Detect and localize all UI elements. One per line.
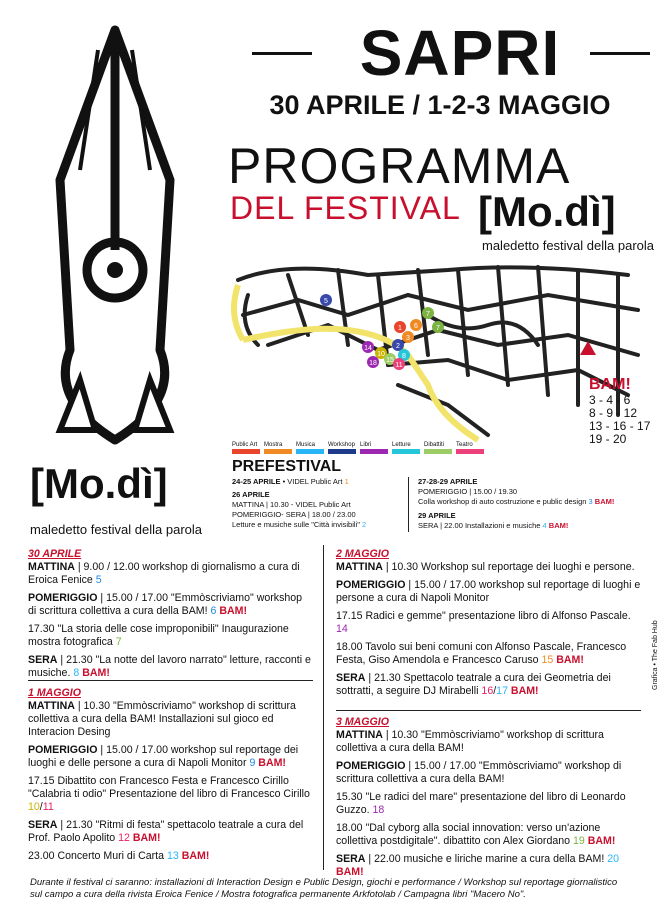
map-marker: 14	[364, 345, 372, 352]
prefestival-heading: PREFESTIVAL	[232, 458, 342, 475]
legend-item: Dibattiti	[424, 442, 452, 454]
day-header: 1 MAGGIO	[28, 687, 81, 699]
map-marker: 2	[396, 343, 400, 350]
header-brand-subtitle: maledetto festival della parola	[482, 238, 654, 253]
day-header: 2 MAGGIO	[336, 548, 389, 560]
prefestival-divider	[408, 477, 409, 532]
legend-item: Letture	[392, 442, 420, 454]
map-marker: 10	[377, 351, 385, 358]
map-marker: 3	[406, 335, 410, 342]
logo-pen-nib	[20, 20, 210, 460]
bam-numbers: 13 - 16 - 17	[589, 419, 651, 433]
programma-heading: PROGRAMMA	[228, 138, 571, 194]
del-festival-heading: DEL FESTIVAL	[230, 190, 461, 226]
bam-numbers: 8 - 9 - 12	[589, 406, 638, 420]
day-header: 3 MAGGIO	[336, 716, 389, 728]
page-title: SAPRI	[359, 17, 561, 89]
map-marker: 1	[398, 325, 402, 332]
bam-location-list	[589, 376, 650, 446]
day-2-maggio: 2 MAGGIO MATTINA | 10.30 Workshop sul reportage dei luoghi e persone. POMERIGGIO | 15.00 / 17.00 workshop sul reportage di luoghi e persone a cura di Napoli Monitor 17.15 Radici e gemme" presentazione libro di Alfonso Pascale. 14 18.00 Tavolo sui beni comuni con Alfonso Pascale, Francesco Festa, Giso Amendola e Francesco Caruso 15 BAM! SERA | 21.30 Spettacolo teatrale a cura dei Geometria dei sottratti, a seguire DJ Mirabelli 16/17 BAM!	[336, 548, 641, 697]
day-1-maggio: 1 MAGGIO MATTINA | 10.30 "Emmòscriviamo" workshop di scrittura collettiva a cura della BAM! Installazioni sul gioco ed Interacion Desing POMERIGGIO | 15.00 / 17.00 workshop sul reportage dei luoghi e delle persone a cura di Napoli Monitor 9 BAM! 17.15 Dibattito con Francesco Festa e Francesco Cirillo "Calabria ti odio" Presentazione del libro di Francesco Cirillo 10/11 SERA | 21.30 "Ritmi di festa" spettacolo teatrale a cura del Prof. Paolo Apolito 12 BAM! 23.00 Concerto Muri di Carta 13 BAM!	[28, 687, 313, 868]
map-marker: 18	[369, 360, 377, 367]
bam-numbers: 3 - 4 - 6	[589, 393, 631, 407]
day-3-maggio: 3 MAGGIO MATTINA | 10.30 "Emmòscriviamo" workshop di scrittura collettiva a cura della BAM! POMERIGGIO | 15.00 / 17.00 "Emmòscriviamo" workshop di scrittura collettiva a cura della BAM! 15.30 "Le radici del mare" presentazione del libro di Leonardo Guzzo. 18 18.00 "Dal cyborg alla social innovation: verso un'azione collettiva postdigitale". dibattito con Alex Giordano 19 BAM! SERA | 22.00 musiche e liriche marine a cura della BAM! 20 BAM!	[336, 716, 641, 884]
map-marker: 8	[402, 353, 406, 360]
day-30-aprile: 30 APRILE MATTINA | 9.00 / 12.00 workshop di giornalismo a cura di Eroica Fenice 5 POMERIGGIO | 15.00 / 17.00 "Emmòscriviamo" workshop di scrittura collettiva a cura della BAM! 6 BAM! 17.30 "La storia delle cose improponibili" Inaugurazione mostra fotografica 7 SERA | 21.30 "La notte del lavoro narrato" letture, racconti e musiche. 8 BAM!	[28, 548, 313, 685]
legend-item: Teatro	[456, 442, 484, 454]
map-marker: 7	[436, 325, 440, 332]
map-marker: 6	[414, 323, 418, 330]
section-divider	[28, 680, 313, 681]
bam-numbers: 19 - 20	[589, 432, 627, 446]
legend-item: Libri	[360, 442, 388, 454]
map-marker: 11	[395, 362, 403, 369]
day-header: 30 APRILE	[28, 548, 82, 560]
section-divider	[336, 710, 641, 711]
column-divider	[323, 545, 324, 870]
map-marker: 7	[426, 311, 430, 318]
legend-item: Mostra	[264, 442, 292, 454]
map-marker: 5	[324, 298, 328, 305]
legend-item: Public Art	[232, 442, 260, 454]
festival-dates: 30 APRILE / 1-2-3 MAGGIO	[269, 90, 611, 120]
graphic-credit: Grafica • The Fab Hub	[652, 620, 659, 690]
logo-brand-subtitle: maledetto festival della parola	[30, 522, 202, 537]
map-marker: 15	[386, 357, 394, 364]
bam-label: BAM!	[589, 376, 631, 393]
category-legend	[232, 442, 484, 454]
prefestival-right: 27-28-29 APRILE POMERIGGIO | 15.00 / 19.30 Colla workshop di auto costruzione e public design 3 BAM! 29 APRILE SERA | 22.00 Installazioni e musiche 4 BAM!	[418, 477, 615, 530]
prefestival-left: 24-25 APRILE • VIDEL Public Art 1 26 APRILE MATTINA | 10.30 - VIDEL Public Art POMERIGGIO- SERA | 18.00 / 23.00 Letture e musiche sulle "Città invisibili" 2	[232, 477, 367, 529]
header-brand: [Mo.dì]	[478, 188, 616, 235]
legend-item: Workshop	[328, 442, 356, 454]
logo-brand: [Mo.dì]	[30, 460, 168, 507]
footer-note: Durante il festival ci saranno: installazioni di Interaction Design e Public Design, giochi e performance / Workshop sul reportage giornalistico sul campo a cura della rivista Eroica Fenice / Mostra fotografica permanente Arkfotolab / Campagna libri "Macero No".	[30, 877, 618, 900]
legend-item: Musica	[296, 442, 324, 454]
